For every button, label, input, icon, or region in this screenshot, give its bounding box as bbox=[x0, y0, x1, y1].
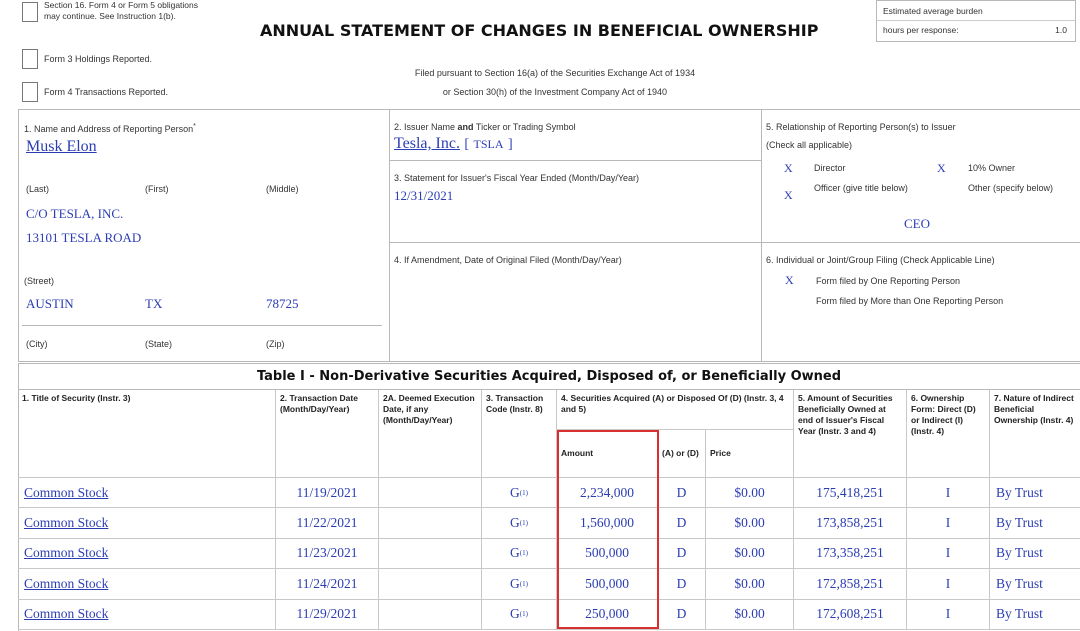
city-label: (City) bbox=[26, 339, 48, 349]
reporting-person-label: 1. Name and Address of Reporting Person* bbox=[24, 123, 196, 134]
cell-price-text: $0.00 bbox=[734, 575, 765, 591]
cell-transaction-date-text: 11/23/2021 bbox=[296, 545, 358, 561]
footnote-link[interactable]: (1) bbox=[519, 488, 528, 497]
director-check[interactable]: X bbox=[784, 161, 793, 175]
cell-deemed-date bbox=[379, 508, 482, 538]
cell-amount-text: 2,234,000 bbox=[580, 484, 634, 500]
cell-amount-text: 1,560,000 bbox=[580, 515, 634, 531]
cell-nature bbox=[990, 508, 1080, 538]
cell-nature-text: By Trust bbox=[996, 575, 1043, 591]
cell-ownership-form-text: I bbox=[945, 606, 951, 622]
street-label: (Street) bbox=[24, 276, 55, 286]
footnote-link[interactable]: (1) bbox=[519, 519, 528, 528]
officer-label: Officer (give title below) bbox=[814, 183, 908, 193]
cell-transaction-code bbox=[482, 539, 557, 569]
zip-label: (Zip) bbox=[266, 339, 285, 349]
cell-ownership-form bbox=[907, 539, 990, 569]
cell-a-or-d bbox=[658, 539, 706, 569]
cell-transaction-date-text: 11/29/2021 bbox=[296, 606, 358, 622]
filed-pursuant-line2: or Section 30(h) of the Investment Company Act of 1940 bbox=[442, 87, 668, 97]
address-line1: C/O TESLA, INC. bbox=[26, 206, 124, 221]
col-a-or-d: (A) or (D) bbox=[658, 430, 706, 478]
cell-a-or-d bbox=[658, 600, 706, 630]
cell-price-text: $0.00 bbox=[734, 606, 765, 622]
form-title: ANNUAL STATEMENT OF CHANGES IN BENEFICIAL OWNERSHIP bbox=[260, 21, 819, 40]
col-price: Price bbox=[706, 430, 794, 478]
zip-value: 78725 bbox=[266, 296, 299, 311]
footnote-link[interactable]: (1) bbox=[519, 610, 528, 619]
cell-nature-text: By Trust bbox=[996, 484, 1043, 500]
burden-hours-label: hours per response: bbox=[883, 25, 959, 35]
cell-price bbox=[706, 539, 794, 569]
cell-nature-text: By Trust bbox=[996, 606, 1043, 622]
ticker-bracket-close: ] bbox=[508, 137, 513, 152]
state-label: (State) bbox=[145, 339, 173, 349]
cell-amount-owned bbox=[794, 569, 907, 599]
col-transaction-code: 3. Transaction Code (Instr. 8) bbox=[482, 390, 557, 478]
cell-deemed-date bbox=[379, 478, 482, 508]
cell-transaction-code bbox=[482, 478, 557, 508]
cell-amount-owned-text: 172,858,251 bbox=[816, 575, 884, 591]
cell-transaction-date bbox=[276, 569, 379, 599]
city-value: AUSTIN bbox=[26, 296, 74, 311]
cell-amount-owned bbox=[794, 478, 907, 508]
cell-price bbox=[706, 508, 794, 538]
cell-transaction-code-text: G bbox=[510, 484, 520, 500]
cell-a-or-d-text: D bbox=[676, 484, 687, 500]
state-value: TX bbox=[145, 296, 163, 311]
section16-checkbox[interactable] bbox=[22, 2, 38, 22]
cell-price bbox=[706, 600, 794, 630]
address-line2: 13101 TESLA ROAD bbox=[26, 230, 142, 245]
col-amount-owned: 5. Amount of Securities Beneficially Owned at end of Issuer's Fiscal Year (Instr. 3 and 4) bbox=[794, 390, 907, 478]
cell-amount-owned-text: 173,358,251 bbox=[816, 545, 884, 561]
officer-title-value: CEO bbox=[904, 216, 930, 231]
cell-security bbox=[18, 600, 276, 630]
cell-amount-owned-text: 173,858,251 bbox=[816, 515, 884, 531]
cell-price bbox=[706, 478, 794, 508]
relationship-sublabel: (Check all applicable) bbox=[766, 140, 853, 150]
footnote-link[interactable]: (1) bbox=[519, 579, 528, 588]
cell-a-or-d-text: D bbox=[676, 515, 687, 531]
cell-nature bbox=[990, 539, 1080, 569]
col-securities-acquired: 4. Securities Acquired (A) or Disposed Of (D) (Instr. 3, 4 and 5) bbox=[557, 390, 794, 430]
cell-nature bbox=[990, 569, 1080, 599]
col-deemed-date: 2A. Deemed Execution Date, if any (Month/Day/Year) bbox=[379, 390, 482, 478]
filed-pursuant-line1: Filed pursuant to Section 16(a) of the Securities Exchange Act of 1934 bbox=[414, 68, 696, 78]
cell-nature bbox=[990, 478, 1080, 508]
cell-security-text[interactable]: Common Stock bbox=[24, 545, 109, 561]
ticker-bracket-open: [ bbox=[464, 137, 470, 152]
cell-a-or-d-text: D bbox=[676, 606, 687, 622]
burden-box bbox=[876, 0, 1076, 42]
cell-deemed-date bbox=[379, 539, 482, 569]
cell-security bbox=[18, 569, 276, 599]
issuer-label: 2. Issuer Name and Ticker or Trading Symbol bbox=[394, 122, 576, 132]
filing-type-label: 6. Individual or Joint/Group Filing (Check Applicable Line) bbox=[766, 255, 995, 265]
cell-security bbox=[18, 478, 276, 508]
cell-transaction-date bbox=[276, 478, 379, 508]
fiscal-year-label: 3. Statement for Issuer's Fiscal Year Ended (Month/Day/Year) bbox=[394, 173, 640, 183]
cell-transaction-date-text: 11/22/2021 bbox=[296, 515, 358, 531]
cell-security-text[interactable]: Common Stock bbox=[24, 515, 109, 531]
cell-security-text[interactable]: Common Stock bbox=[24, 606, 109, 622]
cell-transaction-date-text: 11/24/2021 bbox=[296, 575, 358, 591]
ticker-value: TSLA bbox=[473, 137, 504, 151]
footnote-link[interactable]: (1) bbox=[519, 549, 528, 558]
form4-label: Form 4 Transactions Reported. bbox=[44, 87, 169, 97]
cell-security bbox=[18, 539, 276, 569]
cell-transaction-code bbox=[482, 569, 557, 599]
cell-amount-text: 500,000 bbox=[585, 545, 629, 561]
col-transaction-date: 2. Transaction Date (Month/Day/Year) bbox=[276, 390, 379, 478]
cell-amount-owned bbox=[794, 508, 907, 538]
cell-a-or-d-text: D bbox=[676, 545, 687, 561]
burden-label: Estimated average burden bbox=[883, 6, 983, 16]
form4-checkbox[interactable] bbox=[22, 82, 38, 102]
multi-person-label: Form filed by More than One Reporting Person bbox=[816, 296, 1004, 306]
cell-amount-text: 500,000 bbox=[585, 575, 629, 591]
amendment-label: 4. If Amendment, Date of Original Filed (Month/Day/Year) bbox=[394, 255, 622, 265]
cell-ownership-form bbox=[907, 600, 990, 630]
cell-a-or-d bbox=[658, 508, 706, 538]
cell-price bbox=[706, 569, 794, 599]
cell-nature bbox=[990, 600, 1080, 630]
cell-a-or-d-text: D bbox=[676, 575, 687, 591]
cell-transaction-code bbox=[482, 600, 557, 630]
cell-deemed-date bbox=[379, 569, 482, 599]
col-ownership-form: 6. Ownership Form: Direct (D) or Indirect (I) (Instr. 4) bbox=[907, 390, 990, 478]
cell-transaction-date-text: 11/19/2021 bbox=[296, 484, 358, 500]
officer-check[interactable]: X bbox=[784, 188, 793, 202]
cell-security-text[interactable]: Common Stock bbox=[24, 575, 109, 591]
cell-nature-text: By Trust bbox=[996, 545, 1043, 561]
cell-a-or-d bbox=[658, 569, 706, 599]
middle-label: (Middle) bbox=[266, 184, 299, 194]
cell-ownership-form-text: I bbox=[945, 515, 951, 531]
cell-nature-text: By Trust bbox=[996, 515, 1043, 531]
cell-transaction-code-text: G bbox=[510, 606, 520, 622]
cell-ownership-form-text: I bbox=[945, 545, 951, 561]
cell-deemed-date bbox=[379, 600, 482, 630]
cell-security-text[interactable]: Common Stock bbox=[24, 484, 109, 500]
cell-transaction-code-text: G bbox=[510, 515, 520, 531]
other-label: Other (specify below) bbox=[968, 183, 1054, 193]
cell-transaction-date bbox=[276, 539, 379, 569]
cell-transaction-date bbox=[276, 508, 379, 538]
cell-amount-owned-text: 175,418,251 bbox=[816, 484, 884, 500]
cell-a-or-d bbox=[658, 478, 706, 508]
table-title: Table I - Non-Derivative Securities Acquired, Disposed of, or Beneficially Owned bbox=[18, 363, 1080, 390]
col-title-of-security: 1. Title of Security (Instr. 3) bbox=[18, 390, 276, 478]
cell-amount-text: 250,000 bbox=[585, 606, 629, 622]
fiscal-year-value: 12/31/2021 bbox=[394, 188, 454, 203]
cell-transaction-code bbox=[482, 508, 557, 538]
cell-amount-owned-text: 172,608,251 bbox=[816, 606, 884, 622]
director-label: Director bbox=[814, 163, 846, 173]
cell-price-text: $0.00 bbox=[734, 545, 765, 561]
reporting-person-asterisk: * bbox=[193, 123, 196, 130]
cell-price-text: $0.00 bbox=[734, 484, 765, 500]
amount-highlight-box bbox=[557, 430, 659, 629]
form3-checkbox[interactable] bbox=[22, 49, 38, 69]
burden-hours-value: 1.0 bbox=[1055, 25, 1067, 35]
reporting-person-name-link[interactable]: Musk Elon bbox=[26, 138, 97, 155]
cell-ownership-form bbox=[907, 478, 990, 508]
issuer-name-link[interactable]: Tesla, Inc. bbox=[394, 135, 460, 152]
cell-amount-owned bbox=[794, 539, 907, 569]
cell-ownership-form-text: I bbox=[945, 575, 951, 591]
cell-transaction-date bbox=[276, 600, 379, 630]
cell-amount-owned bbox=[794, 600, 907, 630]
cell-transaction-code-text: G bbox=[510, 575, 520, 591]
issuer-name-row bbox=[394, 135, 513, 153]
col-amount: Amount bbox=[557, 430, 658, 478]
cell-ownership-form bbox=[907, 569, 990, 599]
cell-price-text: $0.00 bbox=[734, 515, 765, 531]
one-person-label: Form filed by One Reporting Person bbox=[816, 276, 961, 286]
ten-percent-owner-label: 10% Owner bbox=[968, 163, 1016, 173]
cell-transaction-code-text: G bbox=[510, 545, 520, 561]
section16-label: Section 16. Form 4 or Form 5 obligations may continue. See Instruction 1(b). bbox=[44, 0, 199, 21]
last-label: (Last) bbox=[26, 184, 50, 194]
ten-percent-owner-check[interactable]: X bbox=[937, 161, 946, 175]
form3-label: Form 3 Holdings Reported. bbox=[44, 54, 153, 64]
one-person-check[interactable]: X bbox=[785, 273, 794, 287]
cell-security bbox=[18, 508, 276, 538]
first-label: (First) bbox=[145, 184, 169, 194]
col-nature-indirect: 7. Nature of Indirect Beneficial Ownership (Instr. 4) bbox=[990, 390, 1080, 478]
cell-ownership-form bbox=[907, 508, 990, 538]
relationship-label: 5. Relationship of Reporting Person(s) to Issuer bbox=[766, 122, 956, 132]
cell-ownership-form-text: I bbox=[945, 484, 951, 500]
